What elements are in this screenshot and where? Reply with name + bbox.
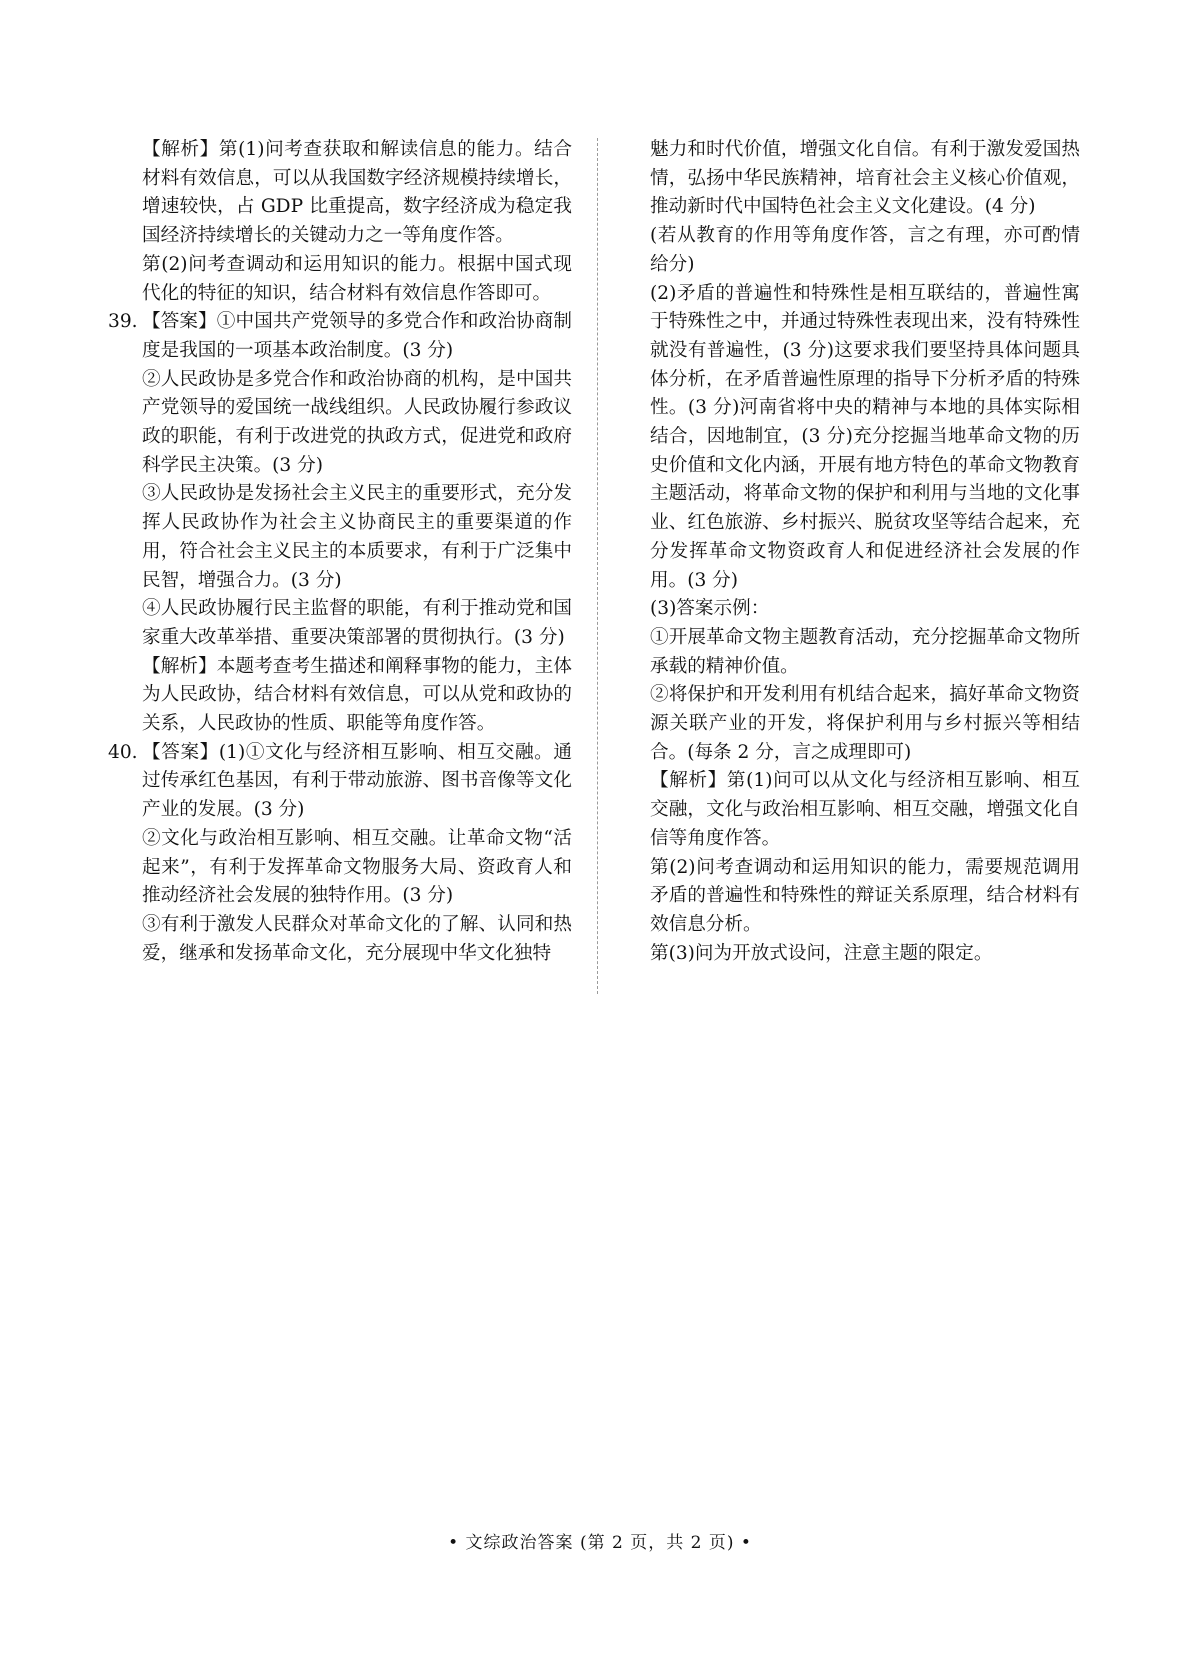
answer-paragraph: ②人民政协是多党合作和政治协商的机构，是中国共产党领导的爱国统一战线组织。人民政协履行参政议政的职能，有利于改进党的执政方式，促进党和政府科学民主决策。(3 分) — [142, 368, 572, 476]
analysis-paragraph: 【解析】第(1)问考查获取和解读信息的能力。结合材料有效信息，可以从我国数字经济规模持续增长，增速较快，占 GDP 比重提高，数字经济成为稳定我国经济持续增长的关键动力之一等角度作答。 — [142, 139, 572, 247]
analysis-paragraph: 第(2)问考查调动和运用知识的能力，需要规范调用矛盾的普遍性和特殊性的辩证关系原理，结合材料有效信息分析。 — [650, 856, 1080, 935]
answer-paragraph: 【答案】①中国共产党领导的多党合作和政治协商制度是我国的一项基本政治制度。(3 分) — [142, 311, 572, 361]
analysis-paragraph: 【解析】本题考查考生描述和阐释事物的能力，主体为人民政协，结合材料有效信息，可以从党和政协的关系，人民政协的性质、职能等角度作答。 — [142, 655, 572, 735]
column-divider — [597, 138, 598, 994]
note-paragraph: (若从教育的作用等角度作答，言之有理，亦可酌情给分) — [650, 225, 1080, 275]
answer-paragraph: ②文化与政治相互影响、相互交融。让革命文物“活起来”，有利于发挥革命文物服务大局、资政育人和推动经济社会发展的独特作用。(3 分) — [142, 827, 572, 907]
analysis-paragraph: 第(2)问考查调动和运用知识的能力。根据中国式现代化的特征的知识，结合材料有效信息作答即可。 — [142, 253, 572, 304]
answer-paragraph: ③有利于激发人民群众对革命文化的了解、认同和热爱，继承和发扬革命文化，充分展现中华文化独特 — [142, 913, 572, 964]
answer-paragraph: ③人民政协是发扬社会主义民主的重要形式，充分发挥人民政协作为社会主义协商民主的重要渠道的作用，符合社会主义民主的本质要求，有利于广泛集中民智，增强合力。(3 分) — [142, 483, 572, 591]
answer-paragraph: ①开展革命文物主题教育活动，充分挖掘革命文物所承载的精神价值。 — [650, 626, 1080, 677]
question-number: 40. — [108, 741, 138, 763]
answer-paragraph: 【答案】(1)①文化与经济相互影响、相互交融。通过传承红色基因，有利于带动旅游、图书音像等文化产业的发展。(3 分) — [142, 741, 572, 821]
page-footer: • 文综政治答案 (第 2 页，共 2 页) • — [448, 1533, 752, 1553]
question-number: 39. — [108, 311, 138, 333]
left-column — [108, 136, 572, 968]
answer-paragraph: (2)矛盾的普遍性和特殊性是相互联结的，普遍性寓于特殊性之中，并通过特殊性表现出来，没有特殊性就没有普遍性，(3 分)这要求我们要坚持具体问题具体分析，在矛盾普遍性原理的指导下分析矛盾的特殊性。(3 分)河南省将中央的精神与本地的具体实际相结合，因地制宜，(3 分)充分挖掘当地革命文物的历史价值和文化内涵，开展有地方特色的革命文物教育主题活动，将革命文物的保护和利用与当地的文化事业、红色旅游、乡村振兴、脱贫攻坚等结合起来，充分发挥革命文物资政育人和促进经济社会发展的作用。(3 分) — [650, 282, 1080, 591]
answer-paragraph: ④人民政协履行民主监督的职能，有利于推动党和国家重大改革举措、重要决策部署的贯彻执行。(3 分) — [142, 598, 572, 648]
right-column — [650, 136, 1080, 968]
answer-paragraph: 魅力和时代价值，增强文化自信。有利于激发爱国热情，弘扬中华民族精神，培育社会主义核心价值观，推动新时代中国特色社会主义文化建设。(4 分) — [650, 139, 1080, 218]
question-40 — [108, 739, 572, 969]
analysis-paragraph: 第(3)问为开放式设问，注意主题的限定。 — [650, 942, 993, 964]
answer-paragraph: ②将保护和开发利用有机结合起来，搞好革命文物资源关联产业的开发，将保护利用与乡村振兴等相结合。(每条 2 分，言之成理即可) — [650, 684, 1080, 763]
answer-paragraph: (3)答案示例： — [650, 598, 770, 620]
question-39 — [108, 308, 572, 739]
analysis-paragraph: 【解析】第(1)问可以从文化与经济相互影响、相互交融，文化与政治相互影响、相互交融，增强文化自信等角度作答。 — [650, 770, 1080, 849]
